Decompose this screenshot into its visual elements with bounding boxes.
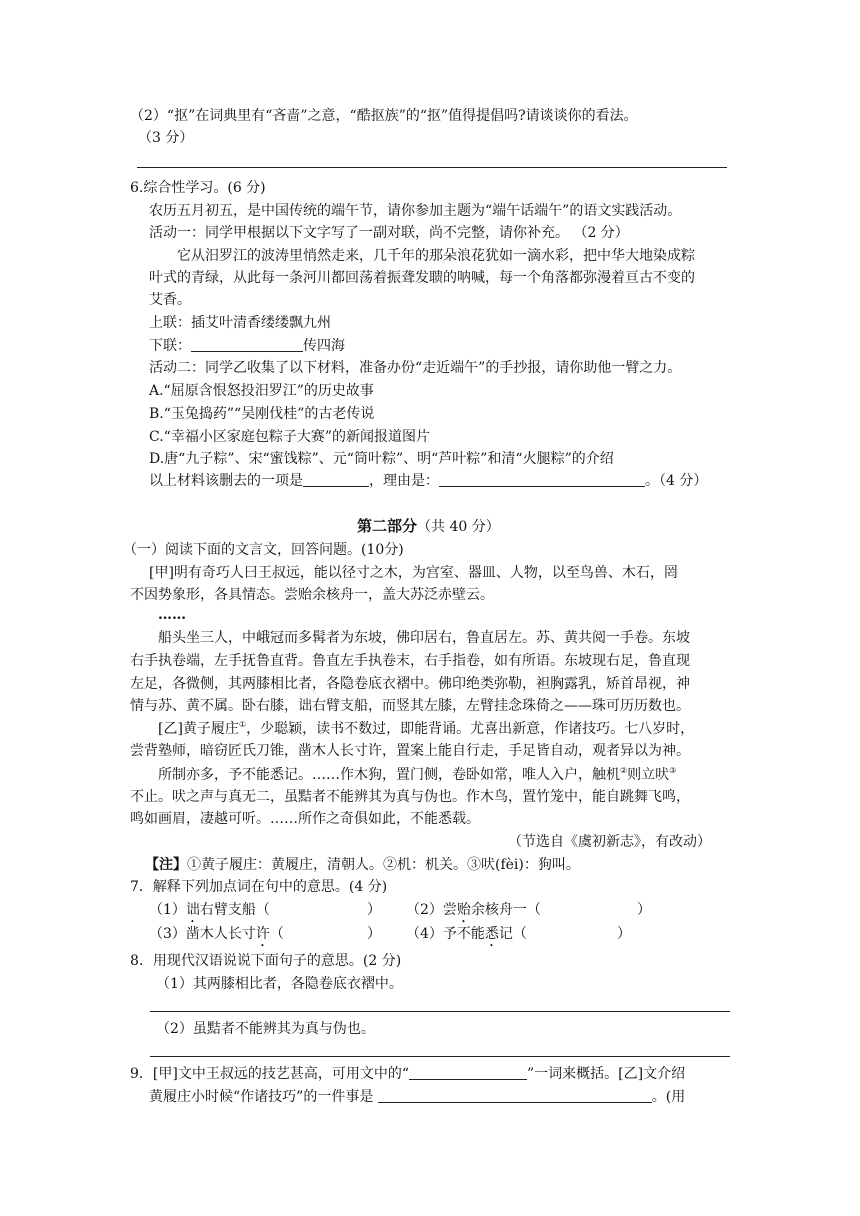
q9-line2	[149, 1087, 685, 1107]
part2-score: （共 40 分）	[417, 519, 500, 535]
made-line2: 不止。吠之声与真无二，虽黠者不能辨其为真与伪也。作木鸟，置竹笼中，能自跳舞飞鸣，	[130, 789, 690, 805]
couplet-upper: 上联：插艾叶清香缕缕飘九州	[149, 315, 331, 331]
q7-item-2-num: （2）	[406, 902, 443, 918]
note-text: ①黄子履庄：黄履庄，清朝人。②机：机关。③吠(fèi)：狗叫。	[187, 857, 580, 873]
q7-item-1-close: ）	[367, 902, 381, 918]
q6-passage-line3: 艾香。	[149, 292, 191, 308]
yi-line1	[158, 719, 694, 739]
q6-activity2: 活动二：同学乙收集了以下材料，准备办份“走近端午”的手抄报，请你助他一臂之力。	[149, 360, 682, 376]
q6-final-suffix: 。（4 分）	[645, 473, 708, 489]
q9-line1	[130, 1064, 685, 1084]
part2-title: 第二部分	[357, 517, 418, 535]
skill-word-blank[interactable]	[409, 1064, 527, 1080]
answer-line-q5[interactable]	[137, 167, 727, 168]
q8-sentence-2: （2）虽黠者不能辨其为真与伪也。	[156, 1021, 375, 1037]
q6-intro: 农历五月初五，是中国传统的端午节，请你参加主题为“端午话端午”的语文实践活动。	[149, 203, 682, 219]
q9-line2-prefix: 黄履庄小时候“作诸技巧”的一件事是	[149, 1089, 378, 1105]
source-citation: （节选自《虞初新志》，有改动）	[508, 834, 711, 850]
q7-item-1	[149, 900, 270, 926]
q9-line1-suffix: ”一词来概括。[乙]文介绍	[527, 1066, 686, 1082]
footnote-2: ②	[620, 766, 628, 775]
couplet-lower	[149, 336, 345, 356]
q7-row1	[149, 900, 729, 920]
q7-item-1-dotted: 诎	[185, 902, 200, 918]
jia-line2: 不因势象形，各具情态。尝贻余核舟一，盖大苏泛赤壁云。	[130, 587, 494, 603]
couplet-lower-suffix: 传四海	[303, 338, 345, 354]
q8-heading: 8．用现代汉语说说下面句子的意思。(2 分)	[130, 953, 402, 969]
made-line1-text: 所制亦多，予不能悉记。……作木狗，置门侧，卷卧如常，唯人入户，触机	[158, 767, 620, 783]
event-blank[interactable]	[378, 1087, 652, 1103]
made-line1	[158, 765, 676, 785]
q7-item-4-pre: 予不能	[442, 926, 485, 942]
option-c: C.“幸福小区家庭包粽子大赛”的新闻报道图片	[149, 429, 430, 445]
couplet-lower-prefix: 下联：	[149, 338, 191, 354]
q6-activity1: 活动一：同学甲根据以下文字写了一副对联，尚不完整，请你补充。 （2 分）	[149, 225, 629, 241]
q6-final	[149, 471, 707, 491]
option-d: D.唐“九子粽”、宋“蜜饯粽”、元“筒叶粽”、明“芦叶粽”和清“火腿粽”的介绍	[149, 451, 614, 467]
q7-item-4-dotted: 悉	[484, 926, 499, 942]
option-a: A.“屈原含恨怒投汨罗江”的历史故事	[149, 383, 374, 399]
q6-final-mid: ，理由是：	[369, 473, 439, 489]
q7-item-2-close: ）	[637, 902, 651, 918]
q7-item-2	[406, 900, 541, 926]
yi-line1-rest: ，少聪颖，读书不数过，即能背诵。尤喜出新意，作诸技巧。七八岁时，	[246, 721, 695, 737]
made-line3: 鸣如画眉，凄越可听。……所作之奇俱如此，不能悉载。	[130, 811, 480, 827]
q9-line1-prefix: 9．[甲]文中王叔远的技艺甚高，可用文中的“	[130, 1066, 409, 1082]
q7-item-3-num: （3）	[149, 926, 186, 942]
q7-item-2-dotted: 贻	[456, 902, 471, 918]
boat-line3: 左足，各微侧，其两膝相比者，各隐卷底衣褶中。佛印绝类弥勒，袒胸露乳，矫首昂视，神	[130, 676, 690, 692]
q7-item-2-post: 余核舟一（	[470, 902, 541, 918]
q7-item-3-post: （	[269, 926, 284, 942]
q7-item-1-post: 右臂支船（	[199, 902, 270, 918]
yi-lead: [乙]黄子履庄	[158, 721, 239, 737]
q7-item-4-num: （4）	[406, 926, 443, 942]
footnote-3: ③	[669, 766, 677, 775]
deleted-item-blank[interactable]	[303, 471, 369, 487]
jia-line1: [甲]明有奇巧人曰王叔远，能以径寸之木，为宫室、器皿、人物，以至鸟兽、木石，罔	[149, 565, 678, 581]
q6-passage-line1: 它从汨罗江的波涛里悄然走来，几千年的那朵浪花犹如一滴水彩，把中华大地染成粽	[177, 248, 695, 264]
footnote-1: ①	[238, 720, 247, 729]
boat-line1: 船头坐三人，中峨冠而多髯者为东坡，佛印居右，鲁直居左。苏、黄共阅一手卷。东坡	[158, 630, 690, 646]
q7-item-2-pre: 尝	[442, 902, 457, 918]
q7-item-3-pre: 凿木人长寸	[185, 926, 256, 942]
q7-item-3-dotted: 许	[255, 926, 270, 942]
note-label: 【注】	[145, 857, 187, 873]
q9-line2-suffix: 。(用	[651, 1089, 686, 1105]
section-heading: （一）阅读下面的文言文，回答问题。(10分)	[123, 542, 404, 558]
q8-sentence-1: （1）其两膝相比者，各隐卷底衣褶中。	[156, 976, 403, 992]
answer-line-q8-2[interactable]	[150, 1056, 730, 1057]
answer-line-q8-1[interactable]	[150, 1011, 730, 1012]
q5-2-line2: （3 分）	[138, 130, 194, 146]
q6-passage-line2: 叶式的青绿，从此每一条河川都回荡着振聋发聩的呐喊，每一个角落都弥漫着亘古不变的	[149, 270, 695, 286]
q7-item-1-num: （1）	[149, 902, 186, 918]
ellipsis: ……	[158, 607, 186, 623]
part2-heading	[357, 516, 557, 537]
option-b: B.“玉兔捣药”“吴刚伐桂”的古老传说	[149, 406, 375, 422]
notes	[145, 855, 580, 875]
q6-final-prefix: 以上材料该删去的一项是	[149, 473, 303, 489]
q5-2-line1: （2）“抠”在词典里有“吝啬”之意，“酷抠族”的“抠”值得提倡吗?请谈谈你的看法。	[130, 108, 638, 124]
couplet-lower-blank[interactable]	[191, 336, 303, 352]
q6-heading: 6.综合性学习。(6 分)	[130, 180, 266, 196]
q7-item-4-post: 记（	[498, 926, 527, 942]
made-line1-tail: 则立吠	[627, 767, 670, 783]
q7-item-3	[149, 924, 284, 950]
q7-heading: 7．解释下列加点词在句中的意思。(4 分)	[130, 879, 388, 895]
yi-line2: 尝背塾师，暗窃匠氏刀锥，凿木人长寸许，置案上能自行走，手足皆自动，观者异以为神。	[130, 743, 690, 759]
q7-item-3-close: ）	[367, 926, 381, 942]
boat-line2: 右手执卷端，左手抚鲁直背。鲁直左手执卷末，右手指卷，如有所语。东坡现右足，鲁直现	[130, 653, 690, 669]
q7-item-4-close: ）	[617, 926, 631, 942]
reason-blank[interactable]	[439, 471, 645, 487]
q7-row2	[149, 924, 729, 944]
boat-line4: 情与苏、黄不属。卧右膝，诎右臂支船，而竖其左膝，左臂挂念珠倚之——珠可历历数也。	[130, 698, 690, 714]
q7-item-4	[406, 924, 527, 950]
